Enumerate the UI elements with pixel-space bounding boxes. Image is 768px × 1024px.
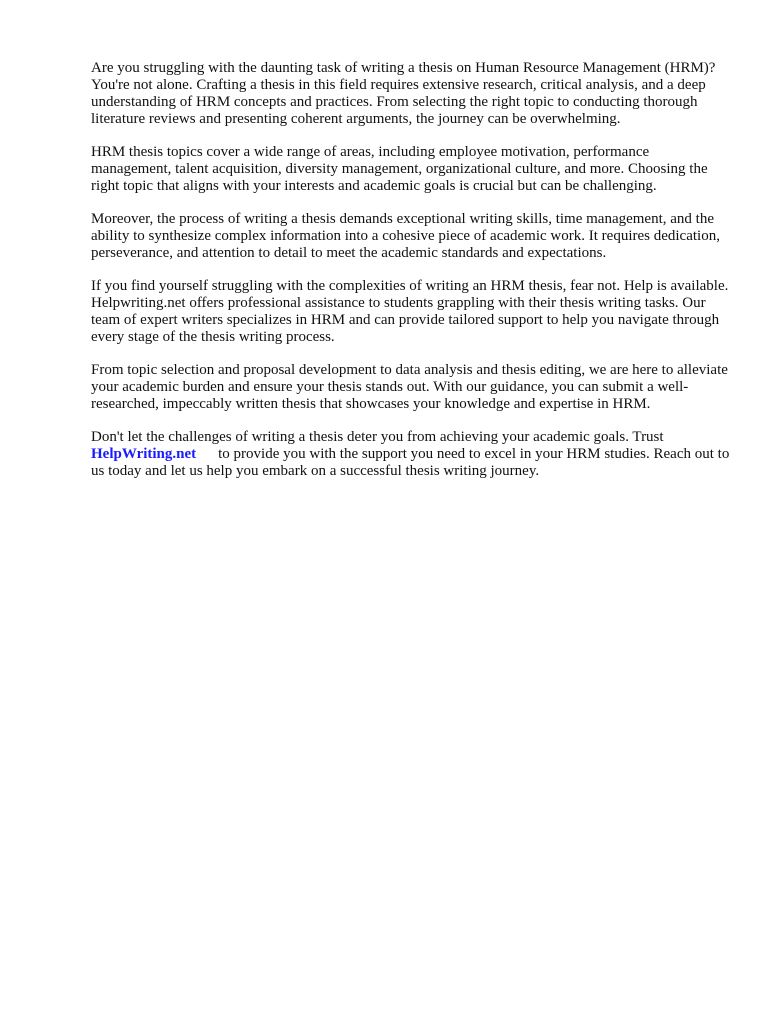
paragraph-services: From topic selection and proposal development to data analysis and thesis editing, we are here to alleviate your academic burden and ensure your thesis stands out. With our guidance, you can submit a well-researched, impeccably written thesis that showcases your knowledge and expertise in HRM. [91,362,728,412]
helpwriting-link[interactable]: HelpWriting.net [91,446,197,462]
document-body [91,60,731,496]
paragraph-intro: Are you struggling with the daunting task of writing a thesis on Human Resource Management (HRM)? You're not alone. Crafting a thesis in this field requires extensive research, critical analysis, and a deep understanding of HRM concepts and practices. From selecting the right topic to conducting thorough literature reviews and presenting coherent arguments, the journey can be overwhelming. [91,60,716,127]
paragraph-process: Moreover, the process of writing a thesis demands exceptional writing skills, time management, and the ability to synthesize complex information into a cohesive piece of academic work. It requires dedication, perseverance, and attention to detail to meet the academic standards and expectations. [91,211,720,261]
closing-text-after: to provide you with the support you need to excel in your HRM studies. Reach out to us today and let us help you embark on a successful thesis writing journey. [91,446,730,479]
paragraph-topics: HRM thesis topics cover a wide range of areas, including employee motivation, performance management, talent acquisition, diversity management, organizational culture, and more. Choosing the right topic that aligns with your interests and academic goals is crucial but can be challenging. [91,144,708,194]
paragraph-help: If you find yourself struggling with the complexities of writing an HRM thesis, fear not. Help is available. Helpwriting.net offers professional assistance to students grappling with their thesis writing tasks. Our team of expert writers specializes in HRM and can provide tailored support to help you navigate through every stage of the thesis writing process. [91,278,729,345]
closing-text-before: Don't let the challenges of writing a thesis deter you from achieving your academic goals. Trust [91,429,664,445]
paragraph-closing [91,429,731,480]
